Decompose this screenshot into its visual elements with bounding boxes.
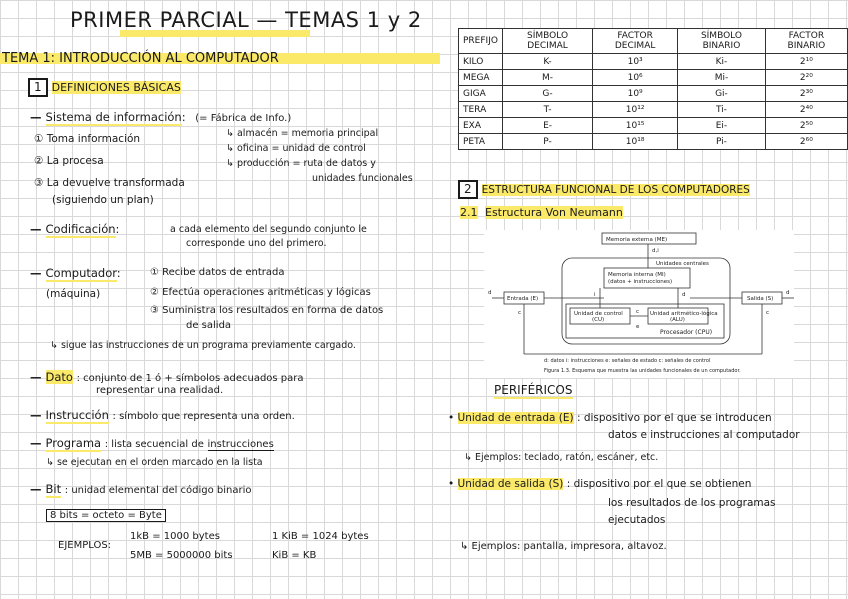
table-cell: 10¹⁵: [593, 118, 678, 134]
table-cell: GIGA: [459, 86, 503, 102]
instruccion-line: — Instrucción : símbolo que representa una orden.: [30, 408, 295, 422]
section2-label: ESTRUCTURA FUNCIONAL DE LOS COMPUTADORES: [481, 184, 750, 196]
unidad-salida-def-1: : dispositivo por el que se obtienen: [566, 478, 752, 490]
programa-line: — Programa : lista secuencial de instrucciones: [30, 436, 274, 450]
table-header-cell: SÍMBOLO BINARIO: [678, 29, 766, 54]
table-row: [459, 54, 848, 70]
mem-int-box: [604, 268, 690, 288]
instruccion-term: Instrucción: [45, 408, 109, 422]
unidad-entrada-def-2: datos e instrucciones al computador: [608, 429, 800, 441]
diagram-alu2: (ALU): [670, 317, 685, 323]
diagram-label-c-cu: c: [636, 309, 640, 315]
table-cell: E-: [502, 118, 592, 134]
table-cell: G-: [502, 86, 592, 102]
table-cell: K-: [502, 54, 592, 70]
table-cell: Pi-: [678, 134, 766, 150]
diagram-uc-title: Unidades centrales: [656, 261, 709, 267]
table-header-cell: FACTOR BINARIO: [765, 29, 847, 54]
diagram-caption: Figura 1.3. Esquema que muestra las unidades funcionales de un computador.: [544, 368, 741, 374]
diagram-label-c-out: c: [766, 310, 770, 316]
table-cell: 2⁴⁰: [765, 102, 847, 118]
bit-box-wrap: [46, 503, 166, 522]
instruccion-def: : símbolo que representa una orden.: [112, 411, 295, 422]
table-cell: M-: [502, 70, 592, 86]
table-cell: 10⁶: [593, 70, 678, 86]
von-neumann-diagram: [484, 230, 794, 378]
table-cell: MEGA: [459, 70, 503, 86]
computador-item-2: ② Efectúa operaciones aritméticas y lógicas: [150, 287, 371, 298]
sistema-map-1: ↳ almacén = memoria principal: [226, 128, 379, 139]
table-cell: 10³: [593, 54, 678, 70]
diagram-cpu: Procesador (CPU): [660, 329, 713, 336]
sistema-map-2: ↳ oficina = unidad de control: [226, 143, 366, 154]
unidad-entrada-ejemplos: ↳ Ejemplos: teclado, ratón, escáner, etc.: [464, 452, 659, 463]
table-row: [459, 134, 848, 150]
table-cell: 2⁶⁰: [765, 134, 847, 150]
section2-sub-number: 2.1: [460, 206, 478, 219]
table-cell: 2⁵⁰: [765, 118, 847, 134]
sistema-item-2: ② La procesa: [34, 155, 104, 167]
sistema-term: Sistema de información: [45, 110, 182, 124]
diagram-label-d-alu: d: [682, 292, 686, 298]
computador-note: ↳ sigue las instrucciones de un programa previamente cargado.: [50, 340, 356, 351]
table-header-cell: PREFIJO: [459, 29, 503, 54]
bit-def: : unidad elemental del código binario: [64, 485, 252, 496]
table-cell: PETA: [459, 134, 503, 150]
programa-term: Programa: [45, 436, 102, 450]
bit-term: Bit: [45, 482, 62, 496]
unidad-entrada-def-1: : dispositivo por el que se introducen: [576, 412, 772, 424]
diagram-cu2: (CU): [592, 317, 605, 323]
section1-label: DEFINICIONES BÁSICAS: [51, 81, 181, 94]
section2-number: 2: [458, 180, 478, 199]
ejemplo-2: 5MB = 5000000 bits: [130, 550, 233, 561]
bit-box: 8 bits = octeto = Byte: [46, 509, 166, 522]
computador-item-1: ① Recibe datos de entrada: [150, 267, 285, 278]
dato-term: Dato: [45, 370, 73, 384]
programa-def-underlined: instrucciones: [207, 439, 274, 450]
programa-note: ↳ se ejecutan en el orden marcado en la lista: [46, 457, 263, 468]
diagram-label-e-cu: e: [636, 324, 640, 330]
table-row: [459, 70, 848, 86]
codificacion-term: Codificación: [45, 222, 116, 236]
diagram-mem-int2: (datos + instrucciones): [608, 279, 673, 285]
section1-number: 1: [28, 78, 48, 97]
ejemplo-3: 1 KiB = 1024 bytes: [272, 531, 369, 542]
unidad-entrada-line: • Unidad de entrada (E) : dispositivo por el que se introducen: [448, 412, 772, 424]
prefix-table: [458, 28, 848, 150]
ejemplo-4: KiB = KB: [272, 550, 317, 561]
programa-def: : lista secuencial de: [104, 439, 204, 450]
section1-heading: [28, 76, 181, 97]
table-cell: 2³⁰: [765, 86, 847, 102]
codificacion-line: — Codificación:: [30, 222, 120, 236]
diagram-label-d-out: d: [786, 290, 790, 296]
diagram-mem-int: Memoria interna (MI): [608, 272, 666, 278]
table-cell: 10¹²: [593, 102, 678, 118]
unidad-salida-def-2: los resultados de los programas: [608, 497, 776, 509]
diagram-svg: [484, 230, 794, 378]
section2-sub: [460, 206, 623, 219]
diagram-label-i: i: [594, 292, 596, 298]
computador-term: Computador: [45, 266, 117, 280]
table-cell: Mi-: [678, 70, 766, 86]
dato-def-2: representar una realidad.: [96, 385, 224, 396]
sistema-item-1: ① Toma información: [34, 133, 141, 145]
codificacion-def-2: corresponde uno del primero.: [186, 238, 327, 249]
tema1-heading: TEMA 1: INTRODUCCIÓN AL COMPUTADOR: [2, 51, 279, 66]
bit-line: — Bit : unidad elemental del código binario: [30, 482, 252, 496]
table-cell: 10¹⁸: [593, 134, 678, 150]
table-row: [459, 86, 848, 102]
unidad-salida-ejemplos: ↳ Ejemplos: pantalla, impresora, altavoz.: [460, 541, 667, 552]
table-cell: Gi-: [678, 86, 766, 102]
sistema-item-4: (siguiendo un plan): [52, 194, 154, 206]
perifericos-label: PERIFÉRICOS: [494, 383, 573, 397]
sistema-map-3: ↳ producción = ruta de datos y: [226, 158, 376, 169]
table-cell: T-: [502, 102, 592, 118]
unidad-entrada-term: Unidad de entrada (E): [457, 412, 574, 424]
table-cell: Ki-: [678, 54, 766, 70]
table-cell: Ei-: [678, 118, 766, 134]
diagram-label-di: d,i: [652, 248, 659, 254]
unidad-salida-line: • Unidad de salida (S) : dispositivo por el que se obtienen: [448, 478, 752, 490]
diagram-mem-ext: Memoria externa (ME): [606, 237, 668, 243]
table-cell: 10⁹: [593, 86, 678, 102]
table-cell: P-: [502, 134, 592, 150]
table-header-cell: SÍMBOLO DECIMAL: [502, 29, 592, 54]
sistema-item-3: ③ La devuelve transformada: [34, 177, 185, 189]
table-row: [459, 102, 848, 118]
diagram-legend: d: datos i: instrucciones e: señales de estado c: señales de control: [544, 358, 711, 364]
codificacion-def-1: a cada elemento del segundo conjunto le: [170, 224, 367, 235]
sistema-analogy: (= Fábrica de Info.): [195, 113, 292, 124]
unidad-salida-term: Unidad de salida (S): [457, 478, 564, 490]
section2-sub-label: Estructura Von Neumann: [485, 206, 623, 219]
diagram-cu: Unidad de control: [574, 311, 623, 317]
computador-line: — Computador:: [30, 266, 121, 280]
table-cell: TERA: [459, 102, 503, 118]
diagram-label-c-in: c: [518, 310, 522, 316]
unidad-salida-def-3: ejecutados: [608, 514, 666, 526]
diagram-alu: Unidad aritmético-lógica: [650, 311, 718, 317]
ejemplos-label: EJEMPLOS:: [58, 540, 112, 551]
sistema-map-4: unidades funcionales: [312, 173, 413, 184]
diagram-salida: Salida (S): [747, 296, 774, 302]
dato-line: — Dato : conjunto de 1 ó + símbolos adecuados para: [30, 370, 304, 384]
table-cell: Ti-: [678, 102, 766, 118]
computador-item-4: de salida: [186, 320, 232, 331]
perifericos-heading: [494, 383, 573, 397]
table-row: [459, 118, 848, 134]
diagram-entrada: Entrada (E): [507, 296, 539, 302]
sistema-line: — Sistema de información: (= Fábrica de Info.): [30, 110, 292, 124]
table-cell: 2¹⁰: [765, 54, 847, 70]
table-header-cell: FACTOR DECIMAL: [593, 29, 678, 54]
prefix-table-header: [459, 29, 848, 54]
table-cell: EXA: [459, 118, 503, 134]
dato-def-1: : conjunto de 1 ó + símbolos adecuados para: [76, 373, 304, 384]
table-cell: 2²⁰: [765, 70, 847, 86]
ejemplo-1: 1kB = 1000 bytes: [130, 531, 220, 542]
table-cell: KILO: [459, 54, 503, 70]
computador-alias: (máquina): [46, 288, 101, 300]
computador-item-3: ③ Suministra los resultados en forma de datos: [150, 305, 384, 316]
page-title: PRIMER PARCIAL — TEMAS 1 y 2: [70, 8, 422, 32]
diagram-label-d-in: d: [488, 290, 492, 296]
section2-heading: [458, 178, 750, 199]
